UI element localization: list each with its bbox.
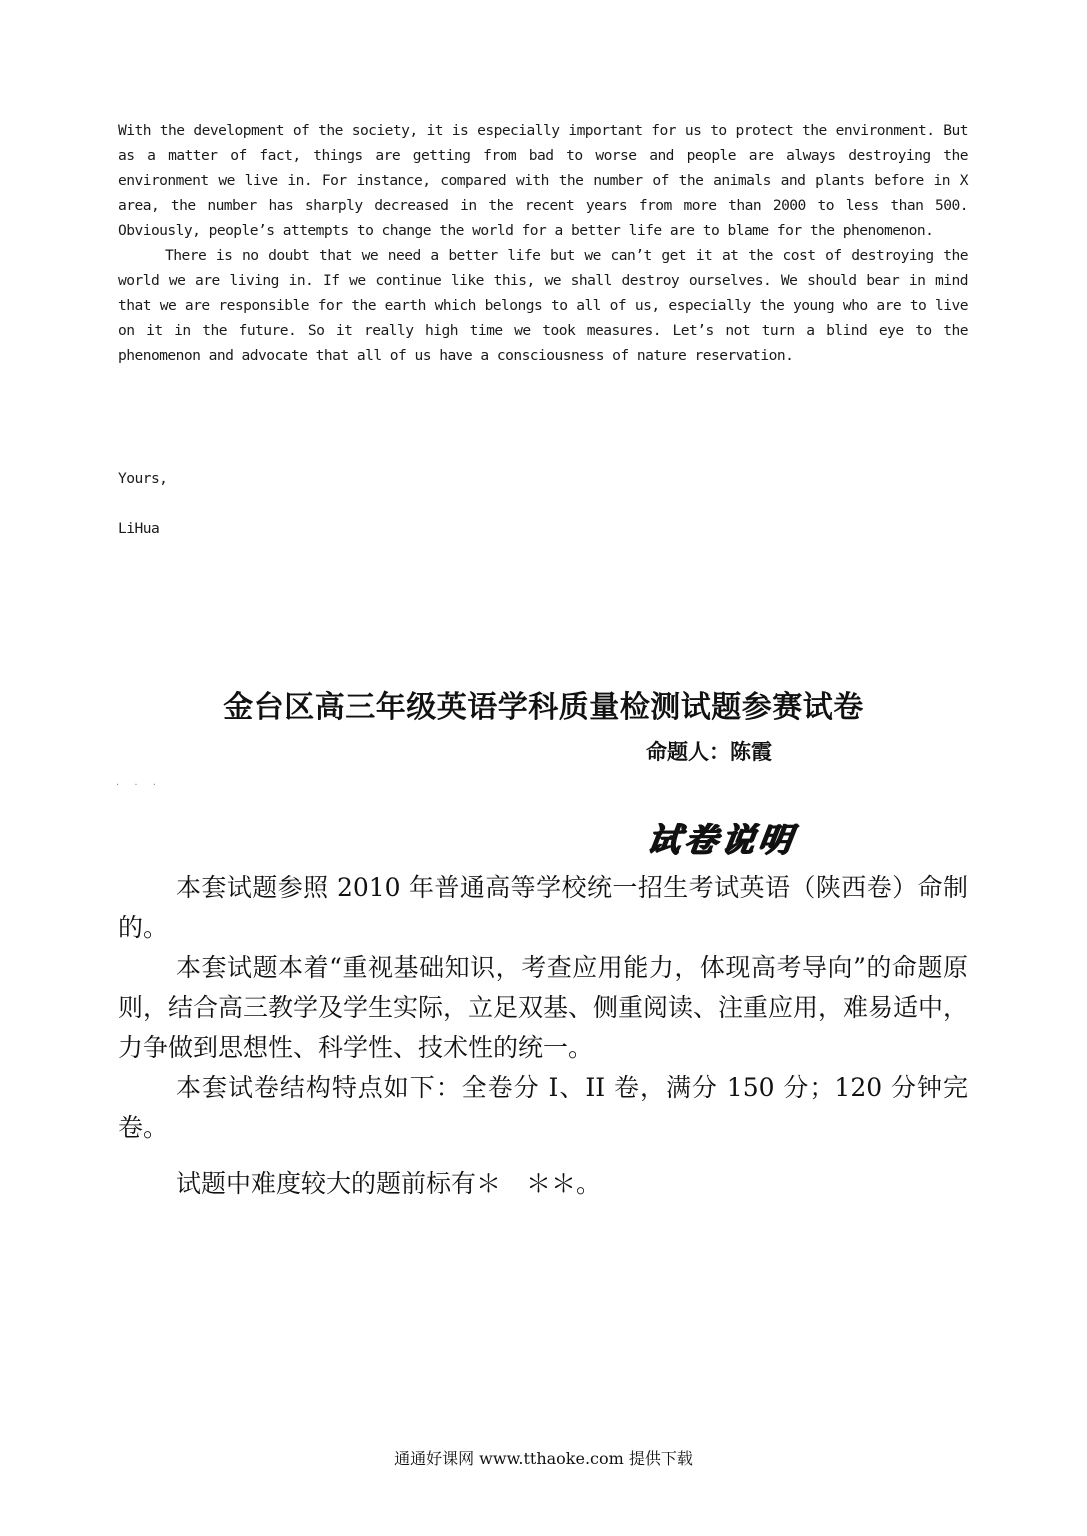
letter-signature: LiHua (118, 520, 160, 537)
exam-note-3: 本套试卷结构特点如下：全卷分 I、II 卷，满分 150 分；120 分钟完卷。 (118, 1073, 968, 1142)
exam-title: 金台区高三年级英语学科质量检测试题参赛试卷 (223, 690, 864, 725)
section-heading: 试卷说明 (644, 820, 799, 859)
letter-closing: Yours, (118, 470, 168, 487)
decorative-dots: · · · (116, 780, 162, 791)
exam-notes (118, 868, 968, 1204)
letter-paragraph-2: There is no doubt that we need a better life but we can’t get it at the cost of destroying the world we are living in. If we continue like this, we shall destroy ourselves. We should bear in mind that we are responsible for the earth which belongs to all of us, especially the young who are to live on it in the future. So it really high time we took measures. Let’s not turn a blind eye to the phenomenon and advocate that all of us have a consciousness of nature reservation. (118, 247, 968, 364)
exam-note-2: 本套试题本着“重视基础知识，考查应用能力，体现高考导向”的命题原则，结合高三教学及学生实际，立足双基、侧重阅读、注重应用，难易适中，力争做到思想性、科学性、技术性的统一。 (118, 953, 969, 1062)
page-footer: 通通好课网 www.tthaoke.com 提供下载 (394, 1449, 693, 1468)
exam-author: 命题人：陈霞 (646, 740, 772, 764)
exam-note-1: 本套试题参照 2010 年普通高等学校统一招生考试英语（陕西卷）命制的。 (118, 873, 968, 942)
exam-note-4: 试题中难度较大的题前标有＊ ＊＊。 (176, 1169, 602, 1198)
letter-body (118, 118, 968, 368)
letter-paragraph-1: With the development of the society, it is especially important for us to protect the environment. But as a matter of fact, things are getting from bad to worse and people are always destroying the environment we live in. For instance, compared with the number of the animals and plants before in X area, the number has sharply decreased in the recent years from more than 2000 to less than 500. Obviously, people’s attempts to change the world for a better life are to blame for the phenomenon. (118, 122, 968, 239)
